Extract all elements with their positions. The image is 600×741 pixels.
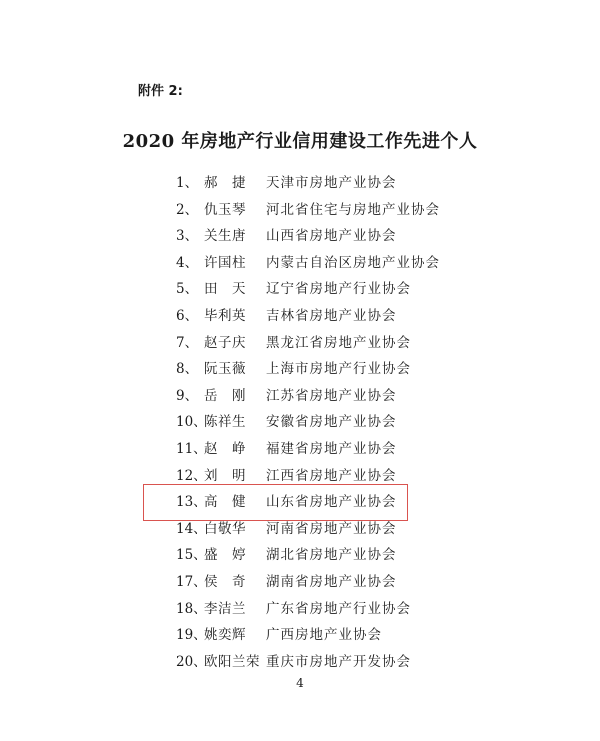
person-name: 阮玉薇	[204, 361, 246, 378]
list-item	[176, 596, 476, 623]
award-list	[176, 170, 476, 675]
item-number: 3、	[176, 228, 199, 245]
person-name: 毕利英	[204, 307, 246, 324]
item-number: 4、	[176, 254, 199, 271]
organization-name: 河南省房地产业协会	[266, 520, 397, 537]
organization-name: 福建省房地产业协会	[266, 440, 397, 457]
list-item	[176, 383, 476, 410]
organization-name: 重庆市房地产开发协会	[266, 653, 411, 670]
list-item	[176, 223, 476, 250]
organization-name: 江西省房地产业协会	[266, 467, 397, 484]
list-item	[176, 170, 476, 197]
organization-name: 吉林省房地产业协会	[266, 307, 397, 324]
organization-name: 山东省房地产业协会	[266, 494, 397, 511]
person-name: 姚奕辉	[204, 627, 246, 644]
item-number: 11、	[176, 440, 207, 457]
organization-name: 湖南省房地产业协会	[266, 573, 397, 590]
list-item	[176, 250, 476, 277]
list-item	[176, 303, 476, 330]
item-number: 12、	[176, 467, 207, 484]
list-item	[176, 436, 476, 463]
person-name: 仇玉琴	[204, 201, 246, 218]
item-number: 17、	[176, 573, 207, 590]
organization-name: 内蒙古自治区房地产业协会	[266, 254, 440, 271]
person-name: 田 天	[204, 281, 246, 298]
organization-name: 黑龙江省房地产业协会	[266, 334, 411, 351]
item-number: 9、	[176, 387, 199, 404]
person-name: 关生唐	[204, 228, 246, 245]
item-number: 6、	[176, 307, 199, 324]
item-number: 14、	[176, 520, 207, 537]
person-name: 岳 刚	[204, 387, 246, 404]
item-number: 10、	[176, 414, 207, 431]
list-item	[176, 330, 476, 357]
attachment-label: 附件 2:	[138, 84, 183, 99]
organization-name: 广东省房地产行业协会	[266, 600, 411, 617]
organization-name: 天津市房地产业协会	[266, 175, 397, 191]
person-name: 赵子庆	[204, 334, 246, 351]
item-number: 2、	[176, 201, 199, 218]
item-number: 20、	[176, 653, 207, 670]
person-name: 高 健	[204, 494, 246, 511]
list-item	[176, 542, 476, 569]
list-item	[176, 569, 476, 596]
list-item	[176, 356, 476, 383]
item-number: 8、	[176, 361, 199, 378]
person-name: 刘 明	[204, 467, 246, 484]
person-name: 盛 婷	[204, 547, 246, 564]
person-name: 侯 奇	[204, 573, 246, 590]
organization-name: 安徽省房地产业协会	[266, 414, 397, 431]
list-item	[176, 276, 476, 303]
page-number: 4	[296, 676, 304, 690]
item-number: 1、	[176, 175, 199, 191]
organization-name: 广西房地产业协会	[266, 627, 382, 644]
person-name: 陈祥生	[204, 414, 246, 431]
item-number: 7、	[176, 334, 199, 351]
item-number: 18、	[176, 600, 207, 617]
item-number: 5、	[176, 281, 199, 298]
person-name: 许国柱	[204, 254, 246, 271]
person-name: 赵 峥	[204, 440, 246, 457]
person-name: 李洁兰	[204, 600, 246, 617]
organization-name: 江苏省房地产业协会	[266, 387, 397, 404]
person-name: 白敬华	[204, 520, 246, 537]
item-number: 19、	[176, 627, 207, 644]
list-item	[176, 649, 476, 676]
person-name: 郝 捷	[204, 175, 246, 191]
organization-name: 辽宁省房地产行业协会	[266, 281, 411, 298]
person-name: 欧阳兰荣	[204, 653, 260, 670]
document-title: 2020 年房地产行业信用建设工作先进个人	[122, 131, 478, 152]
item-number: 15、	[176, 547, 207, 564]
list-item	[176, 622, 476, 649]
item-number: 13、	[176, 494, 207, 511]
list-item	[176, 409, 476, 436]
highlight-box	[143, 484, 408, 521]
organization-name: 上海市房地产行业协会	[266, 361, 411, 378]
organization-name: 湖北省房地产业协会	[266, 547, 397, 564]
list-item	[176, 197, 476, 224]
organization-name: 河北省住宅与房地产业协会	[266, 201, 440, 218]
organization-name: 山西省房地产业协会	[266, 228, 397, 245]
